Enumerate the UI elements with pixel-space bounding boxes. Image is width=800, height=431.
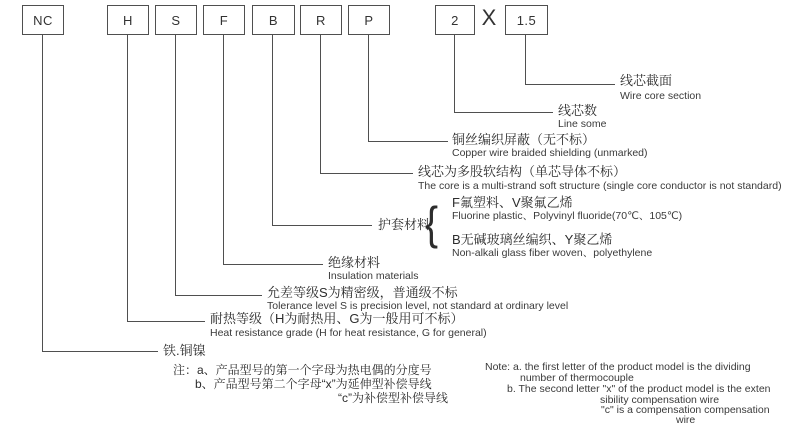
model-box-core-section: 1.5 — [505, 5, 548, 35]
sheath-material-label-zh: 护套材料 — [378, 217, 431, 232]
insulation-label-en: Insulation materials — [328, 270, 419, 282]
note-en-line-5: "c" is a compensation compensation — [601, 404, 770, 416]
note-en-line-3: b. The second letter "x" of the product model is the exten — [507, 383, 771, 395]
leader-line-1-5 — [526, 34, 616, 85]
sheath-option-1-en: Fluorine plastic、Polyvinyl fluoride(70℃、105℃) — [452, 210, 683, 222]
model-box-p: P — [348, 5, 390, 35]
leader-line-f — [224, 34, 324, 265]
note-en-line-1: Note: a. the first letter of the product model is the dividing — [485, 361, 751, 373]
shielding-label-en: Copper wire braided shielding (unmarked) — [452, 147, 648, 159]
model-box-h: H — [107, 5, 149, 35]
model-box-f: F — [203, 5, 245, 35]
leader-line-h — [128, 34, 206, 322]
leader-line-p — [369, 34, 449, 142]
sheath-options-brace: { — [425, 197, 439, 249]
model-box-b: B — [252, 5, 295, 35]
leader-line-s — [176, 34, 263, 296]
leader-line-nc — [43, 34, 159, 352]
heat-resistance-label-en: Heat resistance grade (H for heat resistance, G for general) — [210, 327, 487, 339]
model-box-r: R — [300, 5, 342, 35]
shielding-label-zh: 铜丝编织屏蔽（无不标） — [452, 132, 596, 147]
model-box-nc: NC — [22, 5, 64, 35]
wire-core-section-label-zh: 线芯截面 — [620, 73, 673, 88]
tolerance-label-zh: 允差等级S为精密级，普通级不标 — [267, 285, 458, 300]
leader-line-b — [273, 34, 373, 226]
core-structure-label-en: The core is a multi-strand soft structure (single core conductor is not standard) — [418, 180, 782, 192]
tolerance-label-en: Tolerance level S is precision level, not standard at ordinary level — [267, 300, 569, 312]
sheath-option-2-zh: B无碱玻璃丝编织、Y聚乙烯 — [452, 232, 613, 247]
core-structure-label-zh: 线芯为多股软结构（单芯导体不标） — [418, 164, 627, 179]
note-zh-line-1: 注：a、产品型号的第一个字母为热电偶的分度号 — [173, 363, 432, 377]
note-en-line-4: sibility compensation wire — [600, 394, 720, 406]
wire-core-section-label-en: Wire core section — [620, 90, 702, 102]
insulation-label-zh: 绝缘材料 — [328, 255, 381, 270]
multiply-sign: X — [481, 5, 497, 30]
wire-core-count-label-zh: 线芯数 — [558, 103, 598, 118]
model-box-s: S — [155, 5, 197, 35]
model-box-core-count: 2 — [435, 5, 475, 35]
note-zh-line-2: b、产品型号第二个字母“x”为延伸型补偿导线 — [195, 377, 432, 391]
sheath-option-2-en: Non-alkali glass fiber woven、polyethylene — [452, 247, 653, 259]
leader-line-r — [321, 34, 414, 174]
conductor-label-zh: 铁.铜镍 — [163, 343, 206, 358]
wire-core-count-label-en: Line some — [558, 118, 607, 130]
leader-line-2 — [455, 34, 554, 113]
note-en-line-6: wire — [676, 414, 696, 426]
heat-resistance-label-zh: 耐热等级（H为耐热用、G为一般用可不标） — [210, 311, 464, 326]
sheath-option-1-zh: F氟塑料、V聚氟乙烯 — [452, 195, 573, 210]
note-zh-line-3: “c”为补偿型补偿导线 — [338, 391, 448, 405]
note-en-line-2: number of thermocouple — [520, 372, 634, 384]
